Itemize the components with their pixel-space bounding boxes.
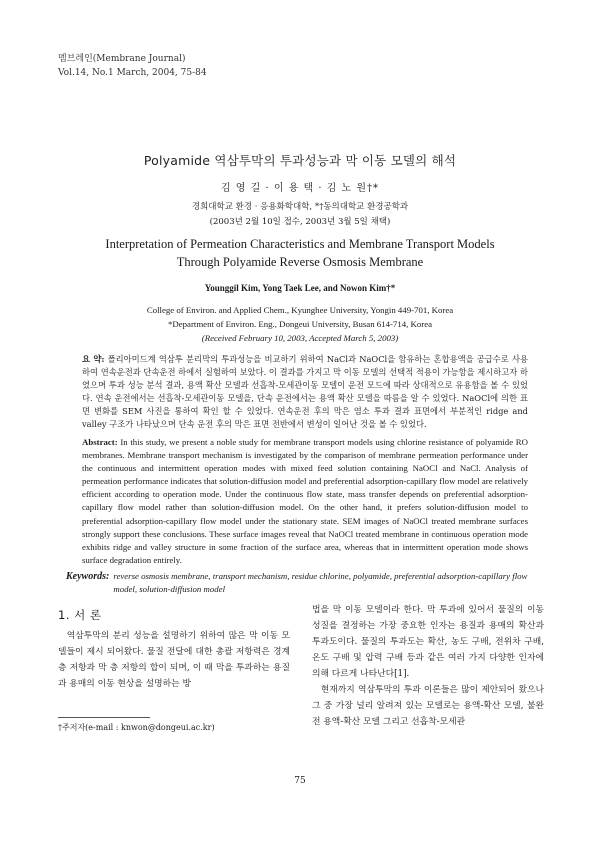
title-korean: Polyamide 역삼투막의 투과성능과 막 이동 모델의 해석 bbox=[143, 153, 457, 168]
section-heading-introduction: 1. 서 론 bbox=[58, 608, 102, 622]
abstract-english-label: Abstract: bbox=[82, 437, 118, 447]
keywords-label: Keywords: bbox=[66, 571, 110, 582]
abstract-korean-text: 폴리아미드계 역삼투 분리막의 투과성능을 비교하기 위하여 NaCl과 NaOCl을 함유하는 혼합용액을 공급수로 사용하여 연속운전과 단속운전 하에서 실험하여 보았다. 이 결과를 가지고 막 이동 모델의 선택적 적용이 가능함을 제시하고자 하였으며 투과 성능 분석 결과, 용액 확산 모델과 선흡착-모세관이동 모델이 운전 모드에 따라 상대적으로 유용함을 볼 수 있었다. 연속 운전에서는 선흡착-모세관이동 모델을, 단속 운전에서는 용액 확산 모델을 따름을 알 수 있었다. NaOCl에 의한 표면 변화를 SEM 사진을 통하여 확인 할 수 있었다. 연속운전 후의 막은 염소 투과 결과 표면에서 부분적인 ridge and valley 구조가 나타났으며 단속 운전 후의 막은 표면 전반에서 변성이 일어난 것을 볼 수 있었다. bbox=[82, 354, 528, 430]
abstract-korean bbox=[82, 353, 528, 432]
body-column-right bbox=[312, 602, 544, 730]
keywords-text: reverse osmosis membrane, transport mechanism, residue chlorine, polyamide, preferential adsorption-capillary flow model, solution-diffusion model bbox=[113, 571, 528, 594]
authors-english: Younggil Kim, Yong Taek Lee, and Nowon Kim†* bbox=[204, 283, 396, 293]
affiliation-english-line2: *Department of Environ. Eng., Dongeui University, Busan 614-714, Korea bbox=[167, 319, 432, 329]
affiliation-english bbox=[0, 303, 600, 345]
received-dates-korean: (2003년 2월 10일 접수, 2003년 3월 5일 채택) bbox=[209, 217, 391, 227]
paragraph: 현재까지 역삼투막의 투과 이론들은 많이 제안되어 왔으나 그 중 가장 널리 알려져 있는 모델로는 용액-확산 모델, 불완전 용액-확산 모델 그리고 선흡착-모세관 bbox=[312, 685, 544, 727]
journal-issue: Vol.14, No.1 March, 2004, 75-84 bbox=[58, 68, 207, 78]
affiliation-korean-line1: 경희대학교 환경 · 응용화학대학, *†동의대학교 환경공학과 bbox=[191, 202, 409, 212]
body-column-left bbox=[58, 628, 290, 692]
paragraph: 법을 막 이동 모델이라 한다. 막 투과에 있어서 물질의 이동 성질을 결정하는 가장 중요한 인자는 용질과 용매의 확산과 투과도이다. 물질의 투과도는 확산, 농도 구배, 전위차 구배, 온도 구배 및 압력 구배 등과 같은 여러 가지 다양한 인자에 의해 다르게 나타난다[1]. bbox=[312, 605, 544, 679]
title-english bbox=[0, 235, 600, 271]
title-english-line2: Through Polyamide Reverse Osmosis Membrane bbox=[176, 255, 424, 269]
footnote-divider bbox=[58, 717, 150, 718]
footnote-corresponding-author: †주저자(e-mail : knwon@dongeui.ac.kr) bbox=[58, 723, 215, 732]
abstract-english bbox=[82, 436, 528, 567]
paragraph: 역삼투막의 분리 성능을 설명하기 위하여 많은 막 이동 모델들이 제시 되어왔다. 물질 전달에 대한 총괄 저항력은 경계층 저항과 막 층 저항의 합이 되며, 이 때 막을 투과하는 용질과 용매의 이동 현상을 설명하는 방 bbox=[58, 631, 290, 689]
authors-korean: 김 영 길 · 이 용 택 · 김 노 원†* bbox=[220, 183, 380, 194]
affiliation-english-line1: College of Environ. and Applied Chem., Kyunghee University, Yongin 449-701, Korea bbox=[146, 305, 454, 315]
keywords bbox=[66, 570, 542, 596]
page-number: 75 bbox=[294, 776, 306, 786]
journal-header bbox=[58, 52, 207, 80]
received-dates-english: (Received February 10, 2003, Accepted March 5, 2003) bbox=[201, 333, 399, 343]
title-english-line1: Interpretation of Permeation Characteristics and Membrane Transport Models bbox=[105, 237, 495, 251]
affiliation-korean bbox=[0, 200, 600, 230]
journal-name: 멤브레인(Membrane Journal) bbox=[58, 54, 186, 64]
abstract-english-text: In this study, we present a noble study for membrane transport models using chlorine resistance of polyamide RO membranes. Membrane transport mechanism is investigated by the comparison of membrane permeation performance under the continuous and intermittent operation modes with mixed feed solution containing NaOCl and NaCl. Analysis of permeation performance indicates that solution-diffusion model and preferential adsorption-capillary flow model are relatively efficient according to operation mode. Under the continuous flow state, mass transfer depends on preferential adsorption-capillary flow model rather than solution-diffusion model. On the other hand, it prefers solution-diffusion model to preferential adsorption-capillary flow model under the stationary state. SEM images of NaOCl treated membrane surfaces strongly support these conclusions. These surface images reveal that NaOCl treated membrane in continuous operation mode exhibits ridge and valley structure in some fraction of the surface area, whereas that in intermittent operation mode shows surface degradation entirely. bbox=[82, 437, 528, 565]
abstract-korean-label: 요 약: bbox=[82, 354, 105, 364]
